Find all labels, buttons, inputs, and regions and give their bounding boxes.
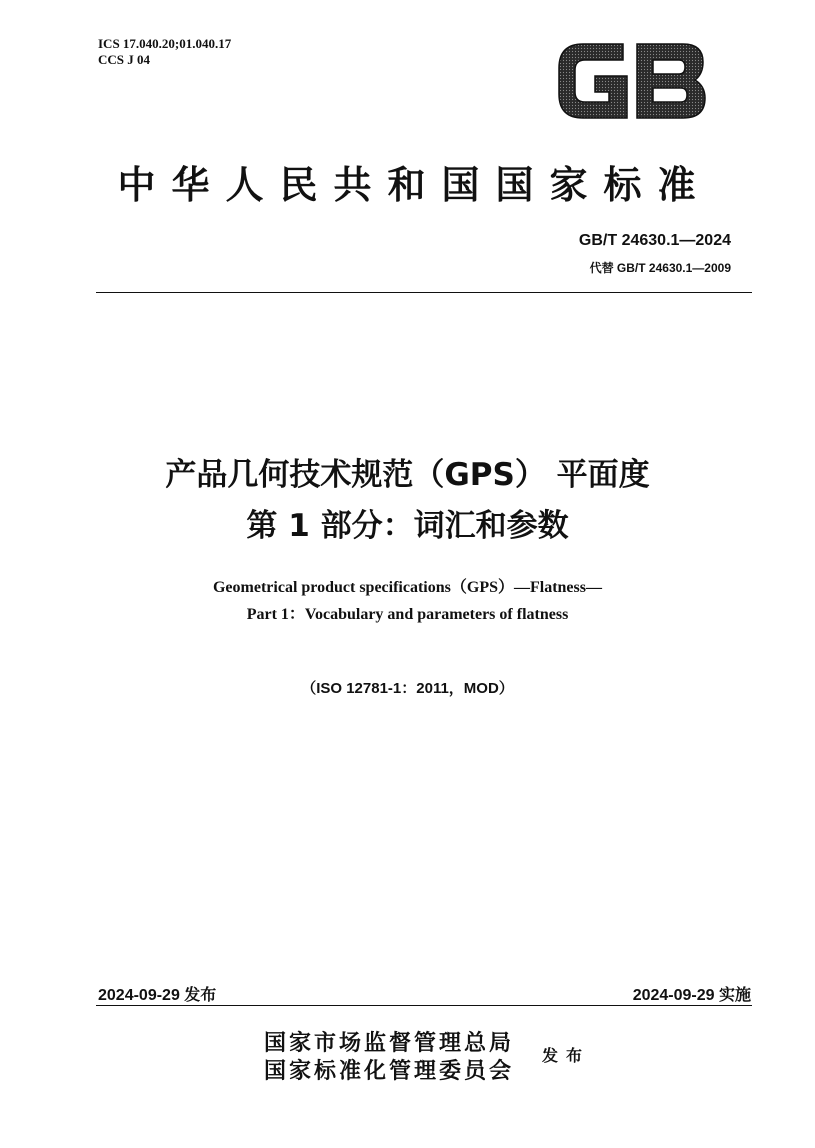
ics-code: ICS 17.040.20;01.040.17	[98, 36, 232, 51]
publication-date: 2024-09-29 发布	[98, 987, 217, 1004]
standard-number: GB/T 24630.1—2024	[578, 232, 731, 249]
national-standard-heading: 中华人民共和国国家标准	[117, 162, 712, 207]
title-en-line1: Geometrical product specifications（GPS）—Flatness—	[212, 579, 602, 596]
implementation-date: 2024-09-29 实施	[632, 987, 751, 1004]
replaces-standard: 代替 GB/T 24630.1—2009	[589, 261, 731, 275]
iso-reference: （ISO 12781-1：2011，MOD）	[301, 680, 514, 697]
gb-logo	[553, 38, 709, 124]
title-cn-line2: 第 1 部分：词汇和参数	[246, 508, 569, 544]
title-cn-line1: 产品几何技术规范（GPS） 平面度	[165, 457, 650, 493]
header-divider	[96, 292, 752, 293]
standard-codes	[98, 36, 231, 68]
ccs-code: CCS J 04	[98, 52, 151, 67]
title-en-line2: Part 1：Vocabulary and parameters of flatness	[246, 606, 569, 623]
issuer-samr: 国家市场监督管理总局	[264, 1030, 515, 1056]
footer-divider	[96, 1005, 752, 1006]
issue-label: 发布	[542, 1046, 591, 1065]
issuer-sac: 国家标准化管理委员会	[264, 1058, 515, 1084]
